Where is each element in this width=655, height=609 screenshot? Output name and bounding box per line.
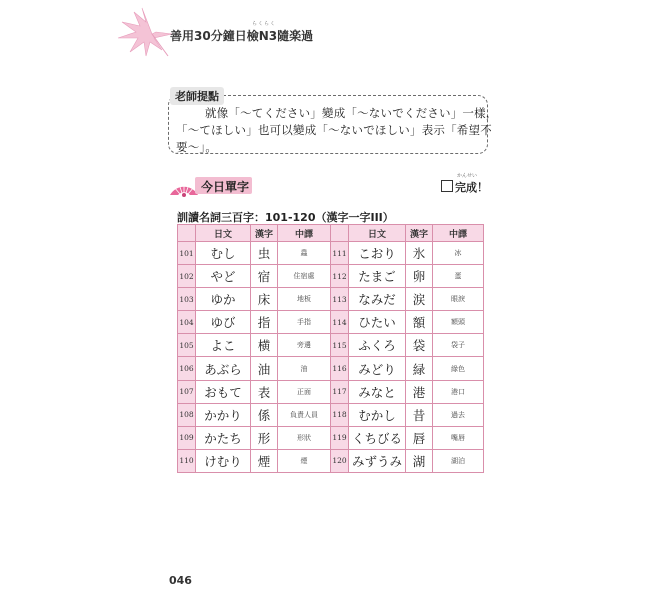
vocabulary-table — [177, 224, 484, 473]
row-number: 117 — [331, 380, 349, 403]
completed-checkbox[interactable] — [441, 180, 453, 192]
kanji: 宿 — [251, 265, 278, 288]
chinese-translation: 手指 — [278, 311, 331, 334]
kanji: 指 — [251, 311, 278, 334]
kanji: 床 — [251, 288, 278, 311]
chinese-translation: 煙 — [278, 449, 331, 472]
header-ruby: らくらく — [252, 21, 277, 27]
japanese-word: ゆか — [196, 288, 251, 311]
chinese-translation: 冰 — [433, 242, 484, 265]
japanese-word: よこ — [196, 334, 251, 357]
header-num-1 — [178, 225, 196, 242]
row-number: 109 — [178, 426, 196, 449]
japanese-word: あぶら — [196, 357, 251, 380]
header-kanji-2: 漢字 — [406, 225, 433, 242]
table-row — [178, 357, 484, 380]
chinese-translation: 正面 — [278, 380, 331, 403]
chinese-translation: 綠色 — [433, 357, 484, 380]
completed-ruby: かんせい — [457, 173, 478, 179]
japanese-word: ひたい — [349, 311, 406, 334]
chinese-translation: 眼淚 — [433, 288, 484, 311]
chinese-translation: 地板 — [278, 288, 331, 311]
japanese-word: かたち — [196, 426, 251, 449]
chinese-translation: 蟲 — [278, 242, 331, 265]
japanese-word: みずうみ — [349, 449, 406, 472]
kanji: 昔 — [406, 403, 433, 426]
japanese-word: こおり — [349, 242, 406, 265]
japanese-word: みどり — [349, 357, 406, 380]
table-row — [178, 311, 484, 334]
japanese-word: おもて — [196, 380, 251, 403]
section-title: 今日單字 — [201, 180, 250, 194]
row-number: 114 — [331, 311, 349, 334]
row-number: 116 — [331, 357, 349, 380]
chinese-translation: 湖泊 — [433, 449, 484, 472]
japanese-word: みなと — [349, 380, 406, 403]
row-number: 112 — [331, 265, 349, 288]
kanji: 額 — [406, 311, 433, 334]
kanji: 唇 — [406, 426, 433, 449]
table-row — [178, 242, 484, 265]
teacher-tip-line-3: 要～」。 — [176, 140, 218, 154]
table-row — [178, 380, 484, 403]
header-japanese-2: 日文 — [349, 225, 406, 242]
row-number: 102 — [178, 265, 196, 288]
row-number: 118 — [331, 403, 349, 426]
row-number: 115 — [331, 334, 349, 357]
header-chinese-1: 中譯 — [278, 225, 331, 242]
table-row — [178, 288, 484, 311]
japanese-word: くちびる — [349, 426, 406, 449]
row-number: 101 — [178, 242, 196, 265]
chinese-translation: 油 — [278, 357, 331, 380]
chinese-translation: 形狀 — [278, 426, 331, 449]
japanese-word: けむり — [196, 449, 251, 472]
chinese-translation: 嘴唇 — [433, 426, 484, 449]
kanji: 氷 — [406, 242, 433, 265]
chinese-translation: 負責人員 — [278, 403, 331, 426]
table-row — [178, 265, 484, 288]
page-number: 046 — [169, 574, 192, 587]
kanji: 涙 — [406, 288, 433, 311]
row-number: 113 — [331, 288, 349, 311]
chinese-translation: 蛋 — [433, 265, 484, 288]
row-number: 107 — [178, 380, 196, 403]
japanese-word: たまご — [349, 265, 406, 288]
kanji: 緑 — [406, 357, 433, 380]
row-number: 108 — [178, 403, 196, 426]
chinese-translation: 旁邊 — [278, 334, 331, 357]
chinese-translation: 港口 — [433, 380, 484, 403]
japanese-word: むかし — [349, 403, 406, 426]
kanji: 横 — [251, 334, 278, 357]
header-japanese-1: 日文 — [196, 225, 251, 242]
japanese-word: かかり — [196, 403, 251, 426]
header-chinese-2: 中譯 — [433, 225, 484, 242]
row-number: 103 — [178, 288, 196, 311]
japanese-word: ゆび — [196, 311, 251, 334]
chinese-translation: 袋子 — [433, 334, 484, 357]
kanji: 湖 — [406, 449, 433, 472]
row-number: 119 — [331, 426, 349, 449]
japanese-word: やど — [196, 265, 251, 288]
table-row — [178, 334, 484, 357]
kanji: 卵 — [406, 265, 433, 288]
chinese-translation: 過去 — [433, 403, 484, 426]
teacher-tip-label: 老師提點 — [170, 87, 224, 105]
page-header-title: 善用30分鐘日檢N3隨楽過 — [170, 29, 314, 43]
header-kanji-1: 漢字 — [251, 225, 278, 242]
kanji: 表 — [251, 380, 278, 403]
maple-leaf-icon — [112, 4, 176, 60]
kanji: 形 — [251, 426, 278, 449]
table-caption: 訓讀名詞三百字：101-120（漢字一字III） — [177, 211, 394, 224]
japanese-word: ふくろ — [349, 334, 406, 357]
kanji: 係 — [251, 403, 278, 426]
kanji: 煙 — [251, 449, 278, 472]
table-header-row — [178, 225, 484, 242]
table-row — [178, 403, 484, 426]
teacher-tip-line-2: 「～てほしい」也可以變成「～ないでほしい」表示「希望不 — [176, 123, 492, 137]
kanji: 虫 — [251, 242, 278, 265]
teacher-tip-line-1: 就像「～てください」變成「～ないでください」一樣， — [205, 106, 498, 120]
header-num-2 — [331, 225, 349, 242]
japanese-word: むし — [196, 242, 251, 265]
table-row — [178, 449, 484, 472]
row-number: 104 — [178, 311, 196, 334]
row-number: 105 — [178, 334, 196, 357]
kanji: 油 — [251, 357, 278, 380]
kanji: 港 — [406, 380, 433, 403]
table-row — [178, 426, 484, 449]
row-number: 110 — [178, 449, 196, 472]
chinese-translation: 額頭 — [433, 311, 484, 334]
row-number: 111 — [331, 242, 349, 265]
completed-label: 完成！ — [455, 181, 488, 194]
chinese-translation: 住宿處 — [278, 265, 331, 288]
row-number: 106 — [178, 357, 196, 380]
kanji: 袋 — [406, 334, 433, 357]
japanese-word: なみだ — [349, 288, 406, 311]
row-number: 120 — [331, 449, 349, 472]
